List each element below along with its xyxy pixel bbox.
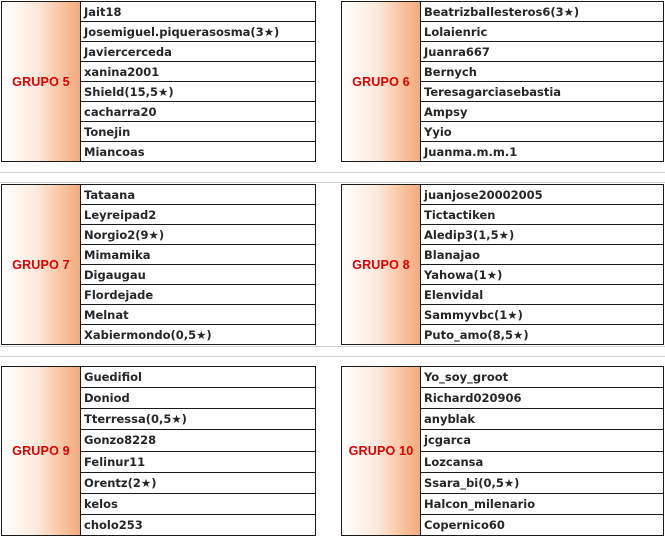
sheet-gridline <box>0 182 665 183</box>
group-block <box>1 366 316 536</box>
group-label: GRUPO 5 <box>12 74 70 89</box>
member-cell[interactable]: Xabiermondo(0,5★) <box>84 327 212 342</box>
member-cell[interactable]: kelos <box>81 494 315 515</box>
member-cell[interactable]: Javiercerceda <box>81 42 315 62</box>
member-cell[interactable]: Lolaienric <box>421 22 663 42</box>
member-cell[interactable]: Yahowa(1★) <box>421 265 663 285</box>
member-list <box>421 2 663 161</box>
member-cell[interactable]: Richard020906 <box>421 388 663 409</box>
group-block <box>341 1 664 162</box>
member-cell[interactable]: xanina2001 <box>81 62 315 82</box>
member-cell[interactable]: Tonejin <box>81 122 315 142</box>
member-cell[interactable]: Teresagarciasebastia <box>421 82 663 102</box>
member-cell[interactable]: Sammyvbc(1★) <box>421 305 663 325</box>
group-label-cell[interactable] <box>2 185 81 344</box>
group-label-cell[interactable] <box>342 185 421 344</box>
member-cell[interactable]: Elenvidal <box>421 285 663 305</box>
member-cell[interactable]: Doniod <box>81 388 315 409</box>
member-cell[interactable]: Yyio <box>421 122 663 142</box>
member-cell[interactable]: Yo_soy_groot <box>421 367 663 388</box>
member-list <box>421 367 663 535</box>
group-label-cell[interactable] <box>342 367 421 535</box>
member-cell[interactable]: Tataana <box>81 185 315 205</box>
member-cell[interactable]: Jait18 <box>81 2 315 22</box>
group-label-cell[interactable] <box>2 367 81 535</box>
member-cell[interactable]: Norgio2(9★) <box>81 225 315 245</box>
member-cell[interactable]: Halcon_milenario <box>421 494 663 515</box>
member-cell[interactable]: Mimamika <box>81 245 315 265</box>
member-cell[interactable]: Copernico60 <box>424 517 505 532</box>
member-cell[interactable]: Juanra667 <box>421 42 663 62</box>
member-cell[interactable]: cholo253 <box>84 517 143 532</box>
group-label: GRUPO 9 <box>12 444 70 458</box>
member-cell[interactable]: Bernych <box>421 62 663 82</box>
member-cell[interactable]: Blanajao <box>421 245 663 265</box>
member-cell[interactable]: Leyreipad2 <box>81 205 315 225</box>
member-list <box>421 185 663 344</box>
member-cell[interactable]: Shield(15,5★) <box>81 82 315 102</box>
sheet-gridline <box>0 356 665 357</box>
sheet-gridline <box>0 346 665 347</box>
member-cell[interactable]: Felinur11 <box>81 452 315 473</box>
group-label: GRUPO 8 <box>352 257 410 272</box>
member-list <box>81 367 315 535</box>
member-cell[interactable]: Gonzo8228 <box>81 430 315 451</box>
member-cell[interactable]: Puto_amo(8,5★) <box>424 327 529 342</box>
member-cell[interactable]: Tictactiken <box>421 205 663 225</box>
member-cell[interactable]: Lozcansa <box>421 452 663 473</box>
member-cell[interactable]: Ampsy <box>421 102 663 122</box>
group-block <box>341 366 664 536</box>
member-cell[interactable]: anyblak <box>421 409 663 430</box>
member-list <box>81 2 315 161</box>
member-cell[interactable]: Josemiguel.piquerasosma(3★) <box>81 22 315 42</box>
group-block <box>1 184 316 345</box>
group-block <box>341 184 664 345</box>
member-list <box>81 185 315 344</box>
group-label-cell[interactable] <box>2 2 81 161</box>
group-label: GRUPO 7 <box>12 257 70 272</box>
member-cell[interactable]: Aledip3(1,5★) <box>421 225 663 245</box>
member-cell[interactable]: Orentz(2★) <box>81 473 315 494</box>
member-cell[interactable]: jcgarca <box>421 430 663 451</box>
member-cell[interactable]: Beatrizballesteros6(3★) <box>421 2 663 22</box>
member-cell[interactable]: Juanma.m.m.1 <box>424 144 518 159</box>
group-label-cell[interactable] <box>342 2 421 161</box>
member-cell[interactable]: cacharra20 <box>81 102 315 122</box>
group-block <box>1 1 316 162</box>
member-cell[interactable]: Flordejade <box>81 285 315 305</box>
member-cell[interactable]: juanjose20002005 <box>421 185 663 205</box>
sheet-gridline <box>0 172 665 173</box>
member-cell[interactable]: Melnat <box>81 305 315 325</box>
member-cell[interactable]: Miancoas <box>84 144 145 159</box>
member-cell[interactable]: Tterressa(0,5★) <box>81 409 315 430</box>
group-label: GRUPO 6 <box>352 74 410 89</box>
member-cell[interactable]: Guedifiol <box>81 367 315 388</box>
group-label: GRUPO 10 <box>348 444 414 458</box>
member-cell[interactable]: Ssara_bi(0,5★) <box>421 473 663 494</box>
member-cell[interactable]: Digaugau <box>81 265 315 285</box>
